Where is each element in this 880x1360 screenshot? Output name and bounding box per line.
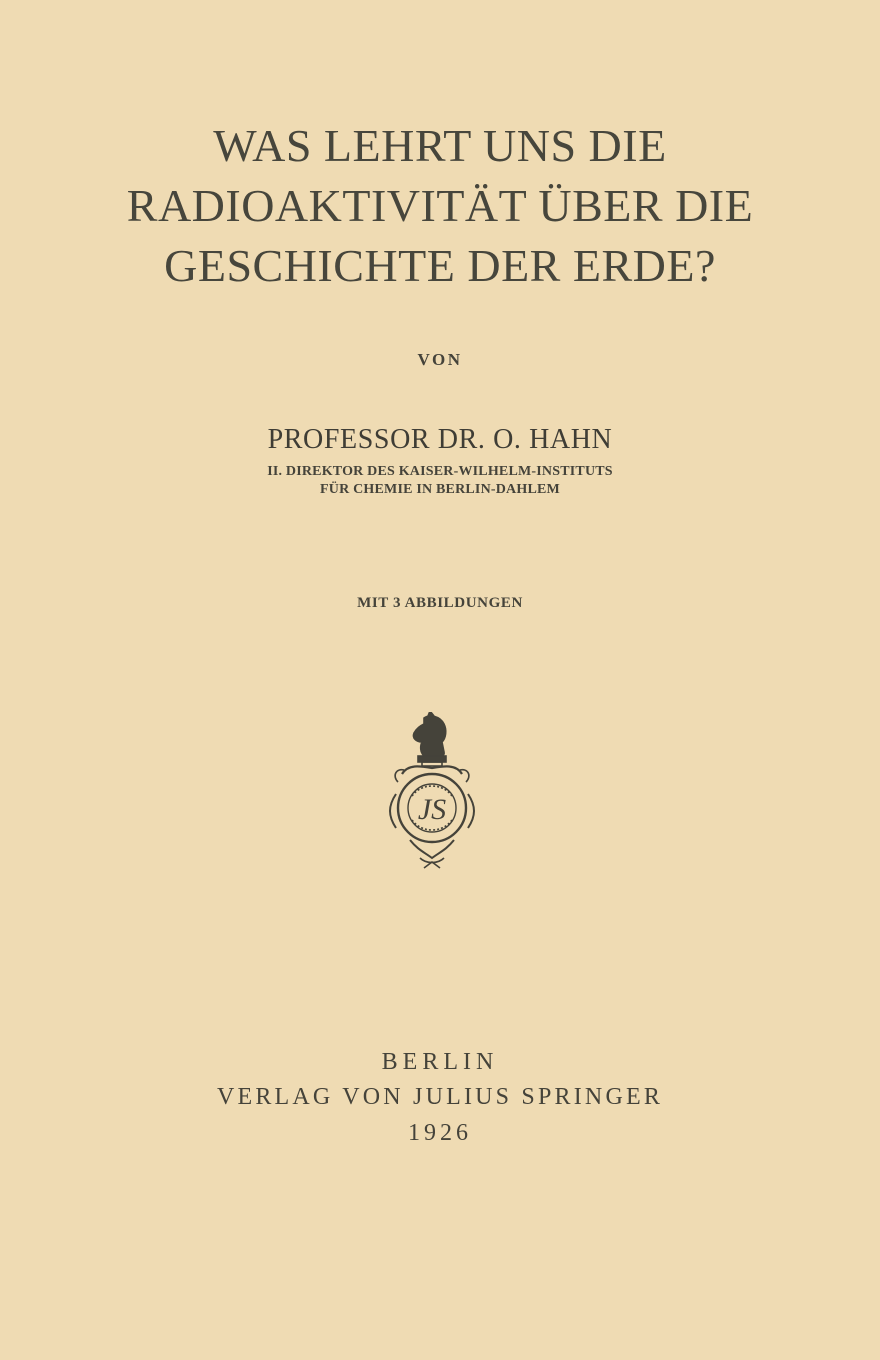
author-name: PROFESSOR DR. O. HAHN (267, 424, 613, 455)
logo-monogram: JS (417, 793, 447, 826)
author-affiliation-line-1: II. DIREKTOR DES KAISER-WILHELM-INSTITUTS (267, 464, 613, 479)
title-line-2: RADIOAKTIVITÄT ÜBER DIE (126, 180, 754, 231)
author-affiliation-line-2: FÜR CHEMIE IN BERLIN-DAHLEM (320, 482, 560, 497)
springer-horse-emblem-icon (384, 712, 480, 872)
illustration-count: MIT 3 ABBILDUNGEN (357, 595, 523, 611)
imprint-publisher: VERLAG VON JULIUS SPRINGER (216, 1084, 664, 1110)
title-line-3: GESCHICHTE DER ERDE? (164, 240, 716, 291)
title-line-1: WAS LEHRT UNS DIE (213, 120, 667, 171)
imprint-city: BERLIN (381, 1049, 499, 1075)
byline: VON (417, 350, 463, 369)
imprint-year: 1926 (408, 1120, 472, 1146)
